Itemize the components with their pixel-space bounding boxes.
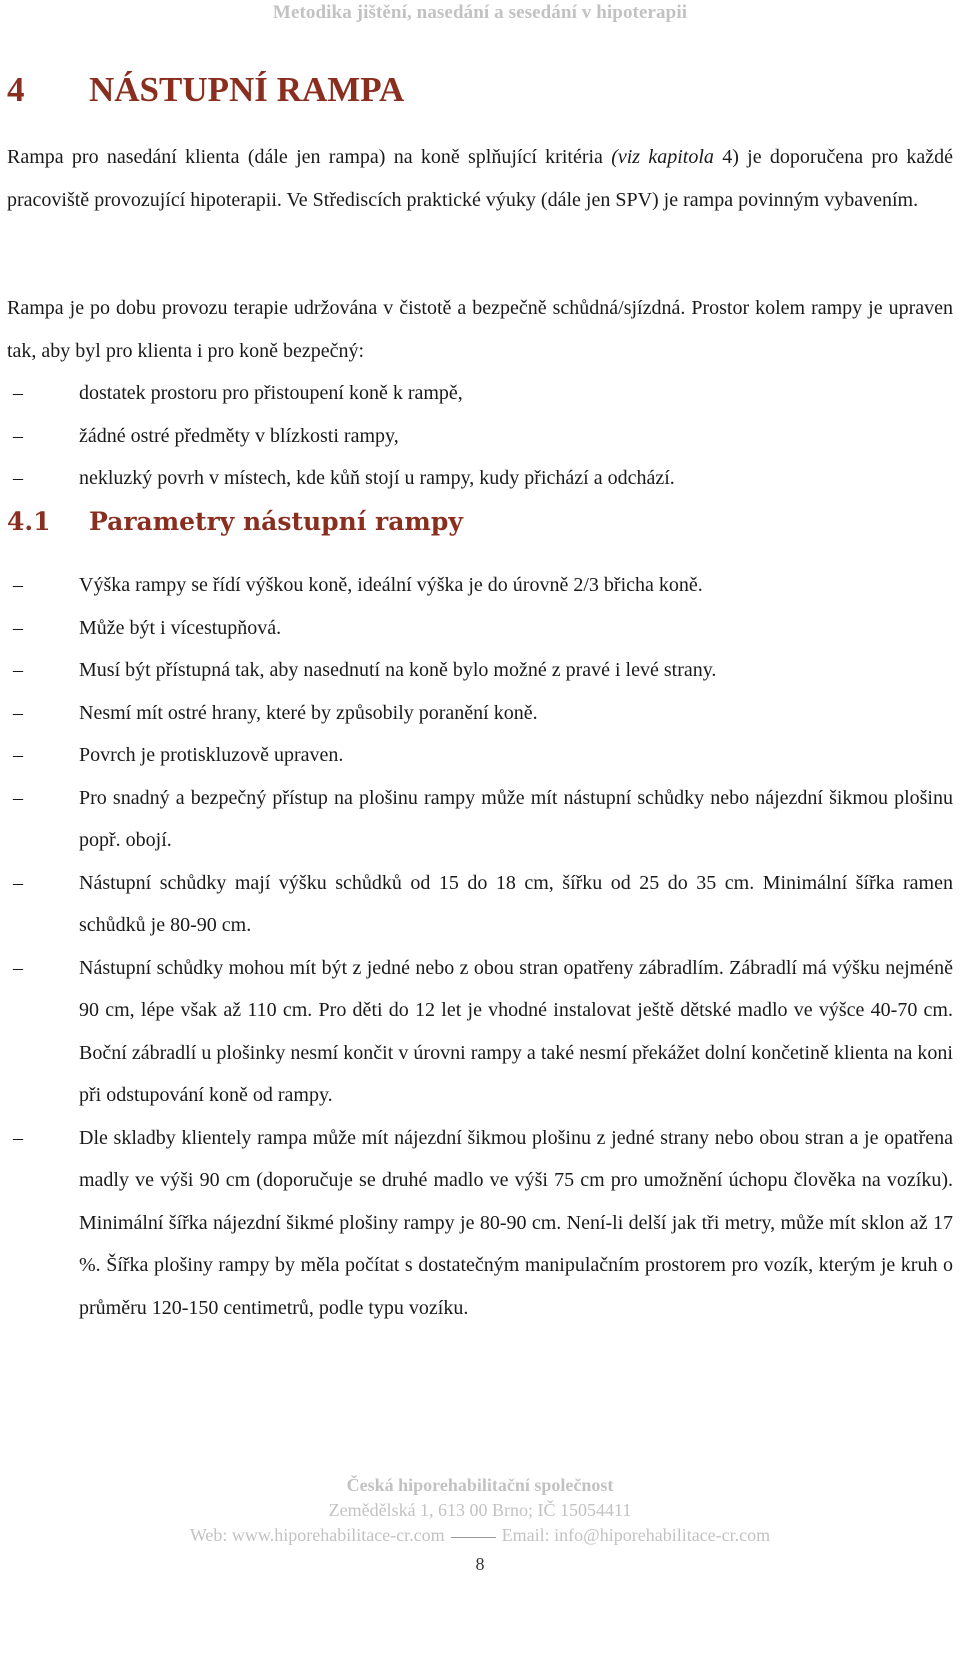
- intro-p1-text-b: 4) je doporučena pro každé pracoviště provozující hipoterapii. Ve Střediscích praktické výuky (dále jen SPV) je rampa povinným vybavením.: [7, 146, 953, 211]
- section-heading: [7, 507, 463, 536]
- list-item-text: nekluzký povrh v místech, kde kůň stojí u rampy, kudy přichází a odchází.: [79, 467, 675, 489]
- footer-web-link[interactable]: Web: www.hiporehabilitace-cr.com: [189, 1525, 445, 1545]
- dash-bullet: –: [13, 574, 23, 596]
- running-header: Metodika jištění, nasedání a sesedání v hipoterapii: [272, 2, 688, 23]
- list-item: [7, 372, 953, 415]
- dash-bullet: –: [13, 1126, 23, 1149]
- list-item-text: Nástupní schůdky mohou mít být z jedné nebo z obou stran opatřeny zábradlím. Zábradlí má výšku nejméně 90 cm, lépe však až 110 cm. Pro děti do 12 let je vhodné instalovat ještě dětské madlo ve výšce 40-70 cm. Boční zábradlí u plošinky nesmí končit v úrovni rampy a také nesmí překážet dolní končetině klienta na koni při odstupování koně od rampy.: [79, 956, 953, 1106]
- dash-bullet: –: [13, 424, 23, 447]
- footer-email-link[interactable]: Email: info@hiporehabilitace-cr.com: [501, 1525, 771, 1545]
- list-item: [7, 415, 953, 458]
- intro-p1-text-a: Rampa pro nasedání klienta (dále jen rampa) na koně splňující kritéria: [7, 146, 612, 168]
- dash-bullet: –: [13, 382, 23, 404]
- section-number: 4.1: [7, 507, 51, 536]
- dash-bullet: –: [13, 871, 23, 894]
- dash-bullet: –: [13, 467, 23, 489]
- list-item-text: dostatek prostoru pro přistoupení koně k rampě,: [79, 382, 463, 404]
- list-item-text: Může být i vícestupňová.: [79, 616, 282, 639]
- list-item: [7, 564, 953, 607]
- list-item: [7, 947, 953, 1117]
- list-item: [7, 692, 953, 735]
- list-item-text: Výška rampy se řídí výškou koně, ideální výška je do úrovně 2/3 břicha koně.: [79, 574, 703, 596]
- chapter-title: NÁSTUPNÍ RAMPA: [89, 70, 405, 109]
- page-number: 8: [475, 1554, 485, 1574]
- list-item-text: Povrch je protiskluzově upraven.: [79, 744, 344, 766]
- page-footer: [0, 1473, 960, 1577]
- footer-contact-line: [0, 1523, 960, 1548]
- surroundings-list: [7, 372, 953, 500]
- list-item-text: Dle skladby klientely rampa může mít nájezdní šikmou plošinu z jedné strany nebo obou stran a je opatřena madly ve výši 90 cm (doporučuje se druhé madlo ve výši 75 cm pro umožnění úchopu člověka na vozíku). Minimální šířka nájezdní šikmé plošiny rampy je 80-90 cm. Není-li delší jak tři metry, může mít sklon až 17 %. Šířka plošiny rampy by měla počítat s dostatečným manipulačním prostorem pro vozík, kterým je kruh o průměru 120-150 centimetrů, podle typu vozíku.: [79, 1126, 953, 1319]
- dash-bullet: –: [13, 701, 23, 724]
- list-item: [7, 649, 953, 692]
- list-item: [7, 862, 953, 947]
- list-item: [7, 457, 953, 500]
- list-item: [7, 607, 953, 650]
- dash-bullet: –: [13, 956, 23, 979]
- dash-bullet: –: [13, 659, 23, 681]
- list-item: [7, 1117, 953, 1330]
- footer-divider: [451, 1537, 496, 1538]
- list-item-text: žádné ostré předměty v blízkosti rampy,: [79, 424, 399, 447]
- chapter-number: 4: [7, 70, 25, 109]
- list-item-text: Musí být přístupná tak, aby nasednutí na koně bylo možné z pravé i levé strany.: [79, 659, 717, 681]
- intro-p1-chapter-ref: (viz kapitola: [611, 146, 714, 168]
- parameters-list: [7, 564, 953, 1329]
- list-item-text: Nástupní schůdky mají výšku schůdků od 15 do 18 cm, šířku od 25 do 35 cm. Minimální šířka ramen schůdků je 80-90 cm.: [79, 871, 953, 936]
- list-item: [7, 777, 953, 862]
- list-item-text: Nesmí mít ostré hrany, které by způsobily poranění koně.: [79, 701, 538, 724]
- footer-address: Zemědělská 1, 613 00 Brno; IČ 15054411: [328, 1500, 632, 1520]
- section-title: Parametry nástupní rampy: [89, 507, 463, 536]
- chapter-heading: [7, 70, 404, 110]
- dash-bullet: –: [13, 744, 23, 766]
- list-item: [7, 734, 953, 777]
- intro-paragraph-2: Rampa je po dobu provozu terapie udržována v čistotě a bezpečně schůdná/sjízdná. Prostor kolem rampy je upraven tak, aby byl pro klienta i pro koně bezpečný:: [7, 297, 953, 362]
- dash-bullet: –: [13, 616, 23, 639]
- list-item-text: Pro snadný a bezpečný přístup na plošinu rampy může mít nástupní schůdky nebo nájezdní šikmou plošinu popř. obojí.: [79, 786, 953, 851]
- footer-organization: Česká hiporehabilitační společnost: [346, 1475, 614, 1495]
- intro-paragraph-1: [7, 136, 953, 221]
- dash-bullet: –: [13, 786, 23, 809]
